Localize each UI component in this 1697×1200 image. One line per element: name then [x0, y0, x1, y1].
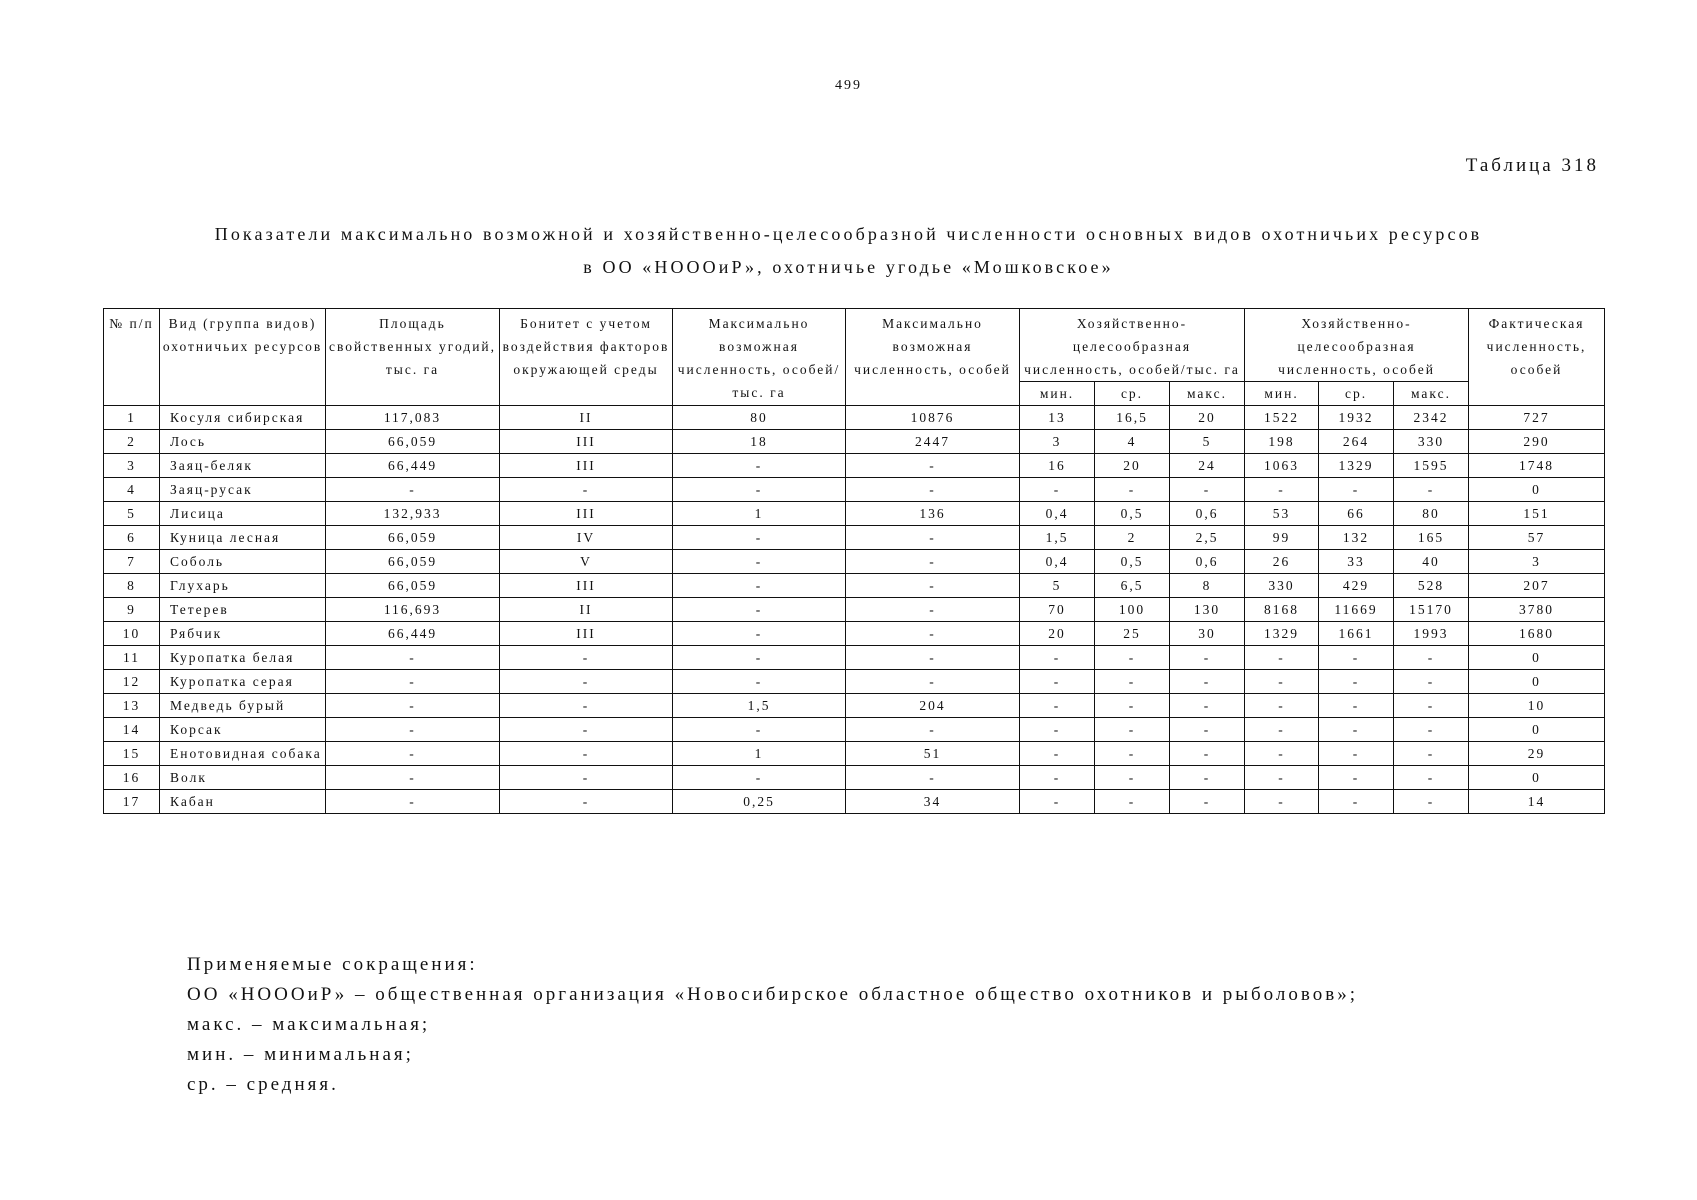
cell-econ-density-avg: -: [1095, 718, 1170, 742]
cell-econ-density-avg: 2: [1095, 526, 1170, 550]
cell-max-count: -: [846, 622, 1020, 646]
cell-max-count: 136: [846, 502, 1020, 526]
cell-actual: 151: [1469, 502, 1605, 526]
cell-econ-density-max: -: [1170, 790, 1245, 814]
cell-max-count: -: [846, 718, 1020, 742]
header-row: [104, 309, 1605, 382]
cell-econ-count-max: -: [1394, 646, 1469, 670]
note-item: мин. – минимальная;: [187, 1044, 414, 1065]
cell-max-count: 204: [846, 694, 1020, 718]
cell-econ-count-max: 1595: [1394, 454, 1469, 478]
cell-num: 8: [104, 574, 160, 598]
cell-econ-density-min: 3: [1020, 430, 1095, 454]
cell-econ-count-min: 330: [1245, 574, 1319, 598]
table-row: [104, 742, 1605, 766]
cell-econ-density-min: -: [1020, 790, 1095, 814]
cell-area: 66,059: [326, 574, 500, 598]
cell-area: -: [326, 742, 500, 766]
cell-econ-density-avg: 25: [1095, 622, 1170, 646]
cell-econ-density-avg: 0,5: [1095, 550, 1170, 574]
cell-bonitet: III: [500, 454, 673, 478]
cell-econ-density-max: -: [1170, 694, 1245, 718]
cell-econ-count-avg: -: [1319, 742, 1394, 766]
subheader-min: мин.: [1245, 382, 1319, 406]
table-row: [104, 670, 1605, 694]
table-row: [104, 478, 1605, 502]
cell-econ-density-avg: -: [1095, 742, 1170, 766]
cell-max-count: -: [846, 550, 1020, 574]
cell-bonitet: -: [500, 694, 673, 718]
header-econ-density: Хозяйственно-целесообразная численность, особей/тыс. га: [1020, 309, 1245, 382]
cell-econ-density-max: 0,6: [1170, 550, 1245, 574]
cell-econ-density-avg: 20: [1095, 454, 1170, 478]
table-row: [104, 550, 1605, 574]
cell-econ-density-avg: -: [1095, 646, 1170, 670]
cell-max-density: -: [673, 766, 846, 790]
table-label: Таблица 318: [1465, 155, 1599, 176]
cell-econ-density-min: 16: [1020, 454, 1095, 478]
cell-econ-density-min: 70: [1020, 598, 1095, 622]
header-max-count: Максимально возможная численность, особей: [846, 309, 1020, 406]
cell-econ-density-min: -: [1020, 766, 1095, 790]
cell-econ-count-min: -: [1245, 670, 1319, 694]
cell-bonitet: V: [500, 550, 673, 574]
cell-econ-density-min: 0,4: [1020, 550, 1095, 574]
cell-econ-density-avg: 16,5: [1095, 406, 1170, 430]
cell-econ-count-avg: 66: [1319, 502, 1394, 526]
table-row: [104, 694, 1605, 718]
cell-num: 15: [104, 742, 160, 766]
note-item: ср. – средняя.: [187, 1074, 339, 1095]
cell-max-density: -: [673, 598, 846, 622]
cell-max-count: 51: [846, 742, 1020, 766]
cell-bonitet: -: [500, 646, 673, 670]
cell-econ-count-min: 8168: [1245, 598, 1319, 622]
cell-econ-count-max: -: [1394, 478, 1469, 502]
cell-econ-density-max: -: [1170, 646, 1245, 670]
cell-econ-count-max: 165: [1394, 526, 1469, 550]
cell-econ-count-max: 2342: [1394, 406, 1469, 430]
cell-max-density: 1,5: [673, 694, 846, 718]
cell-econ-count-max: 330: [1394, 430, 1469, 454]
cell-num: 13: [104, 694, 160, 718]
cell-max-density: -: [673, 550, 846, 574]
cell-econ-count-avg: -: [1319, 646, 1394, 670]
table-row: [104, 574, 1605, 598]
cell-econ-count-max: 15170: [1394, 598, 1469, 622]
cell-max-density: -: [673, 478, 846, 502]
cell-econ-count-min: 1329: [1245, 622, 1319, 646]
cell-econ-density-max: 2,5: [1170, 526, 1245, 550]
cell-econ-count-avg: 11669: [1319, 598, 1394, 622]
header-econ-count: Хозяйственно-целесообразная численность, особей: [1245, 309, 1469, 382]
cell-area: 117,083: [326, 406, 500, 430]
cell-bonitet: IV: [500, 526, 673, 550]
cell-bonitet: -: [500, 766, 673, 790]
cell-max-count: 2447: [846, 430, 1020, 454]
cell-species: Корсак: [160, 718, 326, 742]
table-body: [104, 406, 1605, 814]
cell-max-count: -: [846, 670, 1020, 694]
cell-species: Енотовидная собака: [160, 742, 326, 766]
cell-econ-count-max: -: [1394, 790, 1469, 814]
cell-econ-density-min: -: [1020, 742, 1095, 766]
cell-species: Куница лесная: [160, 526, 326, 550]
cell-econ-count-min: 99: [1245, 526, 1319, 550]
cell-econ-count-min: -: [1245, 478, 1319, 502]
cell-econ-density-min: -: [1020, 478, 1095, 502]
header-max-density: Максимально возможная численность, особей/тыс. га: [673, 309, 846, 406]
cell-econ-density-avg: 100: [1095, 598, 1170, 622]
cell-econ-density-max: 30: [1170, 622, 1245, 646]
cell-max-count: -: [846, 478, 1020, 502]
table-row: [104, 526, 1605, 550]
cell-max-count: -: [846, 766, 1020, 790]
cell-actual: 3780: [1469, 598, 1605, 622]
cell-actual: 0: [1469, 766, 1605, 790]
cell-area: 66,449: [326, 454, 500, 478]
cell-econ-density-avg: -: [1095, 790, 1170, 814]
cell-bonitet: -: [500, 478, 673, 502]
cell-max-density: -: [673, 574, 846, 598]
header-bonitet: Бонитет с учетом воздействия факторов окружающей среды: [500, 309, 673, 406]
cell-econ-count-min: -: [1245, 694, 1319, 718]
cell-max-density: -: [673, 454, 846, 478]
cell-econ-density-max: -: [1170, 742, 1245, 766]
cell-econ-density-min: -: [1020, 694, 1095, 718]
note-item: макс. – максимальная;: [187, 1014, 431, 1035]
table-title-line-1: Показатели максимально возможной и хозяйственно-целесообразной численности основных видов охотничьих ресурсов: [214, 224, 1483, 244]
subheader-max: макс.: [1170, 382, 1245, 406]
cell-econ-count-avg: 132: [1319, 526, 1394, 550]
cell-econ-count-max: -: [1394, 718, 1469, 742]
cell-actual: 1748: [1469, 454, 1605, 478]
header-species: Вид (группа видов) охотничьих ресурсов: [160, 309, 326, 406]
cell-species: Соболь: [160, 550, 326, 574]
table-row: [104, 646, 1605, 670]
cell-max-count: -: [846, 526, 1020, 550]
cell-species: Волк: [160, 766, 326, 790]
cell-econ-density-max: -: [1170, 718, 1245, 742]
cell-area: 116,693: [326, 598, 500, 622]
note-item: ОО «НОООиР» – общественная организация «Новосибирское областное общество охотников и рыболовов»;: [187, 984, 1358, 1005]
page-number: 499: [835, 78, 862, 93]
cell-econ-count-avg: -: [1319, 766, 1394, 790]
table-row: [104, 430, 1605, 454]
cell-econ-count-max: 80: [1394, 502, 1469, 526]
cell-econ-density-avg: 6,5: [1095, 574, 1170, 598]
cell-econ-density-min: 5: [1020, 574, 1095, 598]
cell-econ-density-min: 0,4: [1020, 502, 1095, 526]
cell-max-count: 10876: [846, 406, 1020, 430]
table-row: [104, 790, 1605, 814]
cell-area: -: [326, 718, 500, 742]
cell-species: Куропатка серая: [160, 670, 326, 694]
cell-num: 1: [104, 406, 160, 430]
cell-econ-density-avg: 4: [1095, 430, 1170, 454]
cell-actual: 14: [1469, 790, 1605, 814]
cell-max-count: -: [846, 454, 1020, 478]
cell-econ-density-avg: -: [1095, 694, 1170, 718]
cell-econ-density-min: 20: [1020, 622, 1095, 646]
cell-species: Лось: [160, 430, 326, 454]
cell-area: -: [326, 790, 500, 814]
table-row: [104, 598, 1605, 622]
cell-area: 66,449: [326, 622, 500, 646]
cell-actual: 57: [1469, 526, 1605, 550]
cell-area: 66,059: [326, 550, 500, 574]
cell-max-count: -: [846, 598, 1020, 622]
cell-actual: 3: [1469, 550, 1605, 574]
header-area: Площадь свойственных угодий, тыс. га: [326, 309, 500, 406]
cell-num: 9: [104, 598, 160, 622]
cell-num: 17: [104, 790, 160, 814]
table-row: [104, 622, 1605, 646]
notes-heading: Применяемые сокращения:: [187, 954, 478, 975]
cell-area: -: [326, 766, 500, 790]
cell-econ-count-min: 53: [1245, 502, 1319, 526]
cell-num: 4: [104, 478, 160, 502]
cell-species: Заяц-русак: [160, 478, 326, 502]
cell-econ-count-avg: 1661: [1319, 622, 1394, 646]
table-row: [104, 718, 1605, 742]
table-title-line-2: в ОО «НОООиР», охотничье угодье «Мошковское»: [583, 257, 1114, 277]
cell-econ-count-min: -: [1245, 718, 1319, 742]
table-row: [104, 454, 1605, 478]
cell-species: Глухарь: [160, 574, 326, 598]
table-row: [104, 502, 1605, 526]
cell-econ-density-max: 8: [1170, 574, 1245, 598]
cell-actual: 290: [1469, 430, 1605, 454]
cell-area: -: [326, 694, 500, 718]
cell-max-density: 80: [673, 406, 846, 430]
cell-econ-count-min: -: [1245, 766, 1319, 790]
cell-econ-count-max: -: [1394, 742, 1469, 766]
cell-econ-density-max: -: [1170, 766, 1245, 790]
cell-species: Медведь бурый: [160, 694, 326, 718]
cell-actual: 10: [1469, 694, 1605, 718]
cell-actual: 29: [1469, 742, 1605, 766]
cell-num: 6: [104, 526, 160, 550]
cell-bonitet: III: [500, 574, 673, 598]
cell-actual: 727: [1469, 406, 1605, 430]
cell-econ-density-max: 20: [1170, 406, 1245, 430]
header-num: № п/п: [104, 309, 160, 406]
cell-econ-density-min: 13: [1020, 406, 1095, 430]
cell-econ-count-min: -: [1245, 742, 1319, 766]
cell-species: Кабан: [160, 790, 326, 814]
cell-econ-count-max: 1993: [1394, 622, 1469, 646]
cell-species: Заяц-беляк: [160, 454, 326, 478]
cell-num: 11: [104, 646, 160, 670]
cell-species: Тетерев: [160, 598, 326, 622]
cell-area: 132,933: [326, 502, 500, 526]
cell-econ-density-max: 24: [1170, 454, 1245, 478]
cell-econ-density-avg: 0,5: [1095, 502, 1170, 526]
cell-econ-count-min: 1522: [1245, 406, 1319, 430]
cell-num: 2: [104, 430, 160, 454]
cell-econ-density-max: 5: [1170, 430, 1245, 454]
cell-econ-density-max: 130: [1170, 598, 1245, 622]
cell-max-density: 1: [673, 502, 846, 526]
cell-econ-count-avg: 429: [1319, 574, 1394, 598]
cell-econ-count-avg: -: [1319, 718, 1394, 742]
cell-num: 3: [104, 454, 160, 478]
cell-area: 66,059: [326, 526, 500, 550]
cell-econ-count-avg: -: [1319, 478, 1394, 502]
table-row: [104, 766, 1605, 790]
cell-actual: 0: [1469, 718, 1605, 742]
subheader-max: макс.: [1394, 382, 1469, 406]
cell-econ-count-min: 26: [1245, 550, 1319, 574]
cell-max-density: -: [673, 718, 846, 742]
cell-actual: 1680: [1469, 622, 1605, 646]
cell-econ-count-avg: 1329: [1319, 454, 1394, 478]
cell-econ-count-avg: -: [1319, 790, 1394, 814]
cell-area: -: [326, 670, 500, 694]
cell-econ-count-max: -: [1394, 670, 1469, 694]
cell-actual: 0: [1469, 646, 1605, 670]
cell-area: -: [326, 646, 500, 670]
cell-econ-density-max: -: [1170, 478, 1245, 502]
cell-bonitet: III: [500, 622, 673, 646]
data-table: [103, 308, 1605, 814]
cell-bonitet: -: [500, 670, 673, 694]
table-title: [0, 218, 1697, 284]
cell-max-density: -: [673, 622, 846, 646]
cell-econ-density-avg: -: [1095, 478, 1170, 502]
cell-bonitet: III: [500, 430, 673, 454]
cell-num: 7: [104, 550, 160, 574]
cell-econ-density-avg: -: [1095, 766, 1170, 790]
cell-bonitet: -: [500, 742, 673, 766]
cell-species: Куропатка белая: [160, 646, 326, 670]
cell-econ-count-min: -: [1245, 790, 1319, 814]
abbreviations-notes: [187, 950, 1358, 1100]
cell-bonitet: III: [500, 502, 673, 526]
cell-num: 5: [104, 502, 160, 526]
cell-econ-count-avg: 33: [1319, 550, 1394, 574]
cell-max-count: 34: [846, 790, 1020, 814]
cell-max-density: 0,25: [673, 790, 846, 814]
cell-econ-density-avg: -: [1095, 670, 1170, 694]
cell-actual: 0: [1469, 670, 1605, 694]
cell-econ-density-min: -: [1020, 718, 1095, 742]
cell-max-count: -: [846, 646, 1020, 670]
cell-bonitet: II: [500, 406, 673, 430]
cell-econ-count-min: 198: [1245, 430, 1319, 454]
subheader-min: мин.: [1020, 382, 1095, 406]
cell-econ-count-avg: -: [1319, 694, 1394, 718]
cell-econ-density-min: -: [1020, 646, 1095, 670]
cell-area: 66,059: [326, 430, 500, 454]
cell-max-density: 1: [673, 742, 846, 766]
cell-num: 12: [104, 670, 160, 694]
cell-econ-density-max: -: [1170, 670, 1245, 694]
cell-max-density: -: [673, 670, 846, 694]
cell-actual: 207: [1469, 574, 1605, 598]
subheader-avg: ср.: [1095, 382, 1170, 406]
cell-econ-density-max: 0,6: [1170, 502, 1245, 526]
cell-econ-count-avg: 264: [1319, 430, 1394, 454]
cell-num: 14: [104, 718, 160, 742]
cell-econ-count-avg: -: [1319, 670, 1394, 694]
cell-bonitet: II: [500, 598, 673, 622]
cell-max-count: -: [846, 574, 1020, 598]
cell-econ-count-max: -: [1394, 694, 1469, 718]
cell-bonitet: -: [500, 790, 673, 814]
cell-econ-count-min: -: [1245, 646, 1319, 670]
cell-econ-density-min: -: [1020, 670, 1095, 694]
cell-econ-count-avg: 1932: [1319, 406, 1394, 430]
cell-max-density: -: [673, 526, 846, 550]
cell-species: Косуля сибирская: [160, 406, 326, 430]
cell-area: -: [326, 478, 500, 502]
cell-econ-count-max: -: [1394, 766, 1469, 790]
cell-econ-count-max: 40: [1394, 550, 1469, 574]
cell-num: 10: [104, 622, 160, 646]
cell-species: Лисица: [160, 502, 326, 526]
cell-econ-count-min: 1063: [1245, 454, 1319, 478]
subheader-avg: ср.: [1319, 382, 1394, 406]
header-actual: Фактическая численность, особей: [1469, 309, 1605, 406]
cell-econ-density-min: 1,5: [1020, 526, 1095, 550]
cell-max-density: 18: [673, 430, 846, 454]
cell-econ-count-max: 528: [1394, 574, 1469, 598]
cell-actual: 0: [1469, 478, 1605, 502]
table-row: [104, 406, 1605, 430]
cell-max-density: -: [673, 646, 846, 670]
cell-bonitet: -: [500, 718, 673, 742]
cell-num: 16: [104, 766, 160, 790]
cell-species: Рябчик: [160, 622, 326, 646]
